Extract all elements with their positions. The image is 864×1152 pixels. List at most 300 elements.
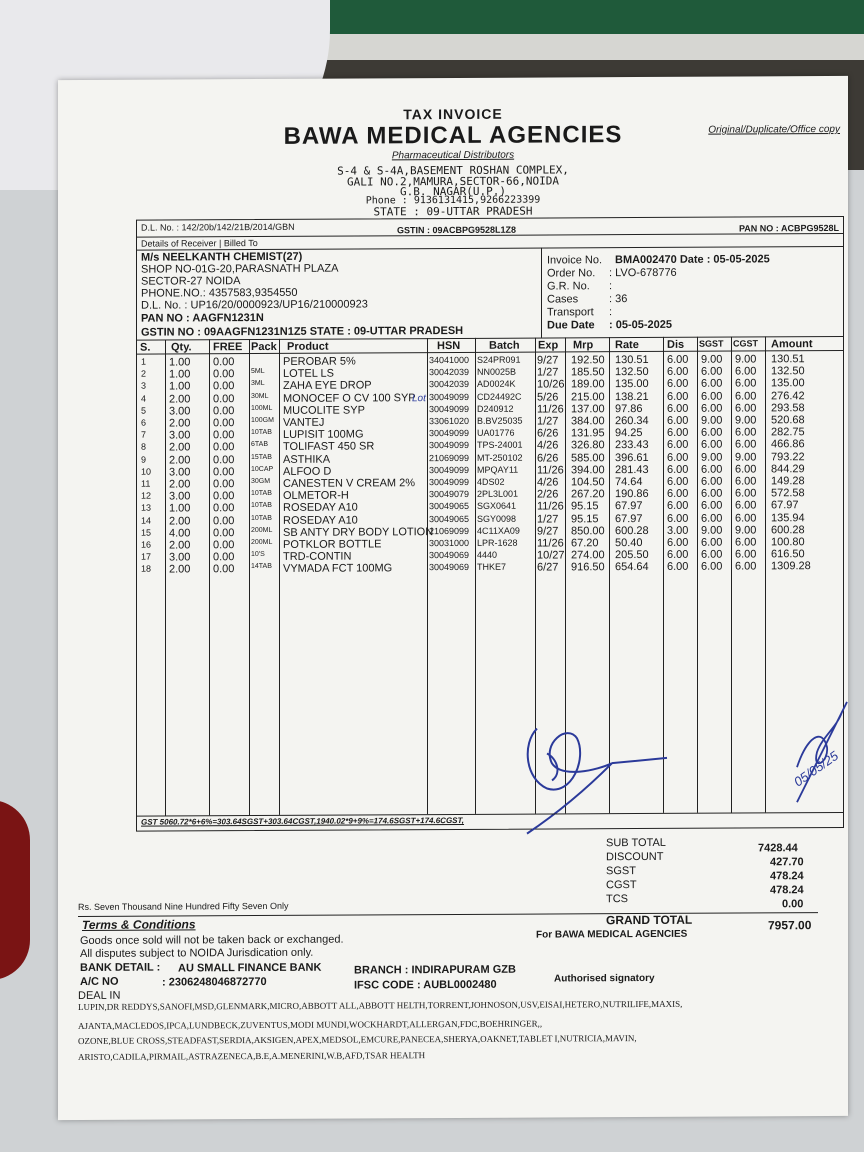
- dis-cell: 6.00: [667, 512, 689, 525]
- invoice-frame: [136, 216, 844, 832]
- batch-cell: D240912: [477, 403, 514, 414]
- amount-cell: 520.68: [771, 414, 805, 427]
- exp-cell: 5/26: [537, 391, 559, 404]
- row-number: 15: [141, 527, 152, 538]
- tcs-value: 0.00: [782, 898, 804, 911]
- row-number: 6: [141, 417, 147, 428]
- dis-cell: 6.00: [667, 439, 689, 452]
- batch-cell: 4C11XA09: [477, 525, 520, 536]
- receiver-gstin: GSTIN NO : 09AAGFN1231N1Z5 STATE : 09-UTTAR PRADESH: [141, 324, 464, 339]
- dis-cell: 6.00: [667, 487, 689, 501]
- seller-pan: PAN NO : ACBPG9528L: [738, 222, 839, 234]
- receiver-name: M/s NEELKANTH CHEMIST(27): [141, 250, 303, 264]
- qty-cell: 2.00: [169, 453, 191, 467]
- receiver-pan: PAN NO : AAGFN1231N: [141, 311, 264, 325]
- batch-cell: SGY0098: [477, 513, 517, 524]
- qty-cell: 3.00: [169, 490, 191, 503]
- rate-cell: 260.34: [615, 414, 649, 428]
- product-cell: SB ANTY DRY BODY LOTION: [283, 525, 434, 539]
- qty-cell: 3.00: [169, 466, 191, 479]
- qty-cell: 2.00: [169, 539, 191, 552]
- free-cell: 0.00: [213, 478, 235, 491]
- company-phone: Phone : 9136131415,9266223399: [365, 194, 541, 207]
- qty-cell: 1.00: [169, 380, 191, 393]
- rate-cell: 600.28: [615, 524, 649, 537]
- background-green-strip: [310, 0, 864, 34]
- pack-cell: 15TAB: [251, 453, 272, 461]
- cases-label: Cases: [547, 293, 579, 306]
- header-mrp: Mrp: [573, 339, 594, 352]
- deal-in-line-1: LUPIN,DR REDDYS,SANOFI,MSD,GLENMARK,MICRO,ABBOTT ALL,ABBOTT HELTH,TORRENT,JOHNOSON,USV,EISAI,HETERO,NUTRILIFE,MAXIS,: [78, 998, 683, 1012]
- dis-cell: 6.00: [667, 414, 689, 427]
- mrp-cell: 850.00: [571, 525, 605, 538]
- header-exp: Exp: [538, 339, 559, 352]
- sgst-cell: 6.00: [701, 536, 723, 549]
- free-cell: 0.00: [213, 417, 235, 430]
- product-cell: LOTEL LS: [283, 367, 334, 381]
- qty-cell: 2.00: [169, 417, 191, 430]
- amount-cell: 100.80: [771, 536, 805, 549]
- product-cell: ASTHIKA: [283, 453, 331, 466]
- rate-cell: 654.64: [615, 561, 649, 574]
- cgst-cell: 6.00: [735, 560, 757, 573]
- batch-cell: 2PL3L001: [477, 488, 519, 500]
- amount-cell: 282.75: [771, 426, 805, 439]
- cgst-value: 478.24: [770, 884, 804, 897]
- amount-cell: 616.50: [771, 548, 805, 561]
- row-number: 3: [141, 380, 147, 392]
- pack-cell: 10CAP: [251, 465, 274, 473]
- exp-cell: 1/27: [537, 415, 559, 428]
- amount-cell: 466.86: [771, 438, 805, 451]
- mrp-cell: 326.80: [571, 439, 605, 452]
- qty-cell: 1.00: [169, 502, 191, 515]
- batch-cell: AD0024K: [477, 379, 516, 390]
- sgst-cell: 9.00: [701, 451, 723, 464]
- exp-cell: 11/26: [537, 500, 564, 513]
- pack-cell: 100ML: [251, 404, 273, 412]
- for-company-label: For BAWA MEDICAL AGENCIES: [536, 928, 688, 941]
- pack-cell: 30ML: [251, 392, 269, 400]
- free-cell: 0.00: [213, 465, 235, 479]
- amount-cell: 793.22: [771, 450, 805, 463]
- free-cell: 0.00: [213, 356, 235, 369]
- cgst-cell: 6.00: [735, 487, 757, 500]
- receiver-phone: PHONE.NO.: 4357583,9354550: [141, 286, 298, 300]
- pack-cell: 200ML: [251, 526, 273, 534]
- mrp-cell: 585.00: [571, 451, 605, 464]
- row-number: 2: [141, 368, 147, 379]
- header-free: FREE: [213, 341, 243, 354]
- hsn-cell: 30049099: [429, 476, 470, 488]
- amount-in-words: Rs. Seven Thousand Nine Hundred Fifty Seven Only: [78, 900, 289, 912]
- terms-line-2: All disputes subject to NOIDA Jurisdication only.: [80, 946, 314, 960]
- dl-number: D.L. No. : 142/20b/142/21B/2014/GBN: [141, 221, 295, 233]
- product-cell: ZAHA EYE DROP: [283, 379, 372, 393]
- amount-cell: 135.00: [771, 377, 805, 390]
- amount-cell: 130.51: [771, 353, 805, 366]
- authorised-signatory: Authorised signatory: [554, 972, 655, 985]
- company-address-1: S-4 & S-4A,BASEMENT ROSHAN COMPLEX,: [337, 163, 569, 178]
- hsn-cell: 30042039: [429, 367, 470, 378]
- sgst-cell: 6.00: [701, 426, 723, 439]
- product-cell: PEROBAR 5%: [283, 355, 356, 368]
- exp-cell: 2/26: [537, 488, 559, 501]
- discount-label: DISCOUNT: [606, 850, 664, 864]
- exp-cell: 1/27: [537, 366, 559, 379]
- company-address-3: G.B. NAGAR(U.P.): [400, 184, 506, 199]
- bank-branch: BRANCH : INDIRAPURAM GZB: [354, 963, 516, 977]
- row-number: 5: [141, 405, 147, 416]
- hsn-cell: 30031000: [429, 537, 470, 549]
- cgst-cell: 9.00: [735, 414, 757, 427]
- exp-cell: 4/26: [537, 439, 559, 452]
- qty-cell: 3.00: [169, 551, 191, 564]
- batch-cell: 4440: [477, 549, 498, 561]
- free-cell: 0.00: [213, 404, 235, 418]
- free-cell: 0.00: [213, 392, 235, 405]
- product-cell: VYMADA FCT 100MG: [283, 562, 393, 576]
- amount-cell: 132.50: [771, 365, 805, 378]
- hsn-cell: 21069099: [429, 452, 470, 463]
- sgst-cell: 9.00: [701, 524, 723, 537]
- hsn-cell: 30049099: [429, 464, 470, 475]
- hsn-cell: 30049079: [429, 489, 470, 500]
- batch-cell: MPQAY11: [477, 464, 519, 475]
- mrp-cell: 185.50: [571, 366, 605, 379]
- receiver-address-1: SHOP NO-01G-20,PARASNATH PLAZA: [141, 262, 339, 276]
- cgst-cell: 6.00: [735, 438, 757, 451]
- dis-cell: 6.00: [667, 402, 689, 415]
- amount-cell: 844.29: [771, 462, 805, 476]
- row-number: 11: [141, 478, 151, 489]
- free-cell: 0.00: [213, 429, 235, 442]
- amount-cell: 276.42: [771, 389, 805, 402]
- mrp-cell: 394.00: [571, 464, 605, 477]
- sgst-cell: 6.00: [701, 402, 723, 415]
- table-header: [137, 338, 843, 355]
- header-cgst: CGST: [733, 338, 759, 349]
- exp-cell: 11/26: [537, 464, 564, 477]
- dis-cell: 6.00: [667, 451, 689, 464]
- header-s: S.: [140, 341, 151, 354]
- subtotal-value: 7428.44: [758, 842, 798, 855]
- product-cell: TRD-CONTIN: [283, 550, 352, 564]
- sgst-cell: 6.00: [701, 512, 723, 525]
- cgst-label: CGST: [606, 879, 637, 892]
- sgst-cell: 6.00: [701, 438, 723, 452]
- hsn-cell: 30049099: [429, 428, 470, 439]
- product-cell: TOLIFAST 450 SR: [283, 440, 375, 454]
- header-pack: Pack: [251, 340, 277, 354]
- batch-cell: B.BV25035: [477, 415, 523, 426]
- cgst-cell: 6.00: [735, 377, 757, 390]
- qty-cell: 3.00: [169, 405, 191, 418]
- pack-cell: 30GM: [251, 477, 271, 486]
- batch-cell: TPS-24001: [477, 440, 523, 451]
- cgst-cell: 6.00: [735, 536, 757, 549]
- header-rate: Rate: [615, 339, 639, 352]
- amount-cell: 1309.28: [771, 560, 811, 573]
- row-number: 16: [141, 539, 152, 550]
- receiver-label: Details of Receiver | Billed To: [141, 238, 258, 249]
- ifsc-code: IFSC CODE : AUBL0002480: [354, 978, 497, 992]
- rate-cell: 135.00: [615, 378, 649, 391]
- exp-cell: 6/26: [537, 452, 559, 465]
- table-row: [137, 560, 843, 577]
- pack-cell: 10'S: [251, 551, 265, 559]
- hsn-cell: 30049099: [429, 403, 470, 414]
- gr-no-value: :: [609, 280, 613, 293]
- mrp-cell: 274.00: [571, 549, 605, 562]
- sgst-cell: 9.00: [701, 414, 723, 427]
- cgst-cell: 6.00: [735, 390, 757, 403]
- cgst-cell: 9.00: [735, 524, 757, 537]
- pack-cell: 14TAB: [251, 563, 272, 571]
- product-cell: CANESTEN V CREAM 2%: [283, 477, 416, 490]
- qty-cell: 2.00: [169, 392, 191, 406]
- sgst-cell: 6.00: [701, 377, 723, 391]
- subtotal-label: SUB TOTAL: [606, 836, 666, 850]
- rate-cell: 205.50: [615, 549, 649, 562]
- discount-value: 427.70: [770, 856, 804, 869]
- exp-cell: 4/26: [537, 476, 559, 489]
- gst-breakup: GST 5060.72*6+6%=303.64SGST+303.64CGST,1940.02*9+9%=174.6SGST+174.6CGST,: [141, 815, 465, 827]
- product-cell: MONOCEF O CV 100 SYP: [283, 391, 416, 405]
- free-cell: 0.00: [213, 514, 235, 527]
- ac-no-label: A/C NO: [80, 975, 119, 988]
- grand-total-value: 7957.00: [768, 918, 812, 933]
- receiver-address-2: SECTOR-27 NOIDA: [141, 275, 241, 288]
- terms-line-1: Goods once sold will not be taken back or exchanged.: [80, 933, 344, 947]
- dis-cell: 6.00: [667, 426, 689, 440]
- exp-cell: 10/27: [537, 549, 565, 562]
- receiver-dl: D.L. No. : UP16/20/0000923/UP16/210000923: [141, 298, 368, 312]
- hsn-cell: 30049069: [429, 550, 470, 561]
- free-cell: 0.00: [213, 502, 235, 515]
- mrp-cell: 215.00: [571, 390, 605, 403]
- sgst-cell: 6.00: [701, 390, 723, 403]
- sgst-value: 478.24: [770, 870, 804, 883]
- deal-in-line-2: AJANTA,MACLEDOS,IPCA,LUNDBECK,ZUVENTUS,MODI MUNDI,WOCKHARDT,ALLERGAN,FDC,BOEHRINGER,,: [78, 1018, 543, 1031]
- product-cell: MUCOLITE SYP: [283, 404, 365, 417]
- due-date-value: : 05-05-2025: [609, 318, 672, 332]
- sgst-cell: 6.00: [701, 499, 723, 513]
- hsn-cell: 30049069: [429, 562, 470, 573]
- pack-cell: 5ML: [251, 368, 265, 376]
- dis-cell: 6.00: [667, 536, 689, 549]
- company-subtitle: Pharmaceutical Distributors: [391, 149, 515, 162]
- exp-cell: 1/27: [537, 513, 559, 526]
- row-number: 9: [141, 454, 147, 465]
- sgst-cell: 6.00: [701, 475, 723, 488]
- header-product: Product: [287, 340, 329, 353]
- row-number: 17: [141, 551, 152, 562]
- grand-total-label: GRAND TOTAL: [606, 912, 693, 928]
- qty-cell: 4.00: [169, 527, 191, 540]
- qty-cell: 2.00: [169, 514, 191, 528]
- dis-cell: 6.00: [667, 475, 689, 488]
- batch-cell: NN0025B: [477, 366, 517, 378]
- qty-cell: 2.00: [169, 478, 191, 491]
- rate-cell: 132.50: [615, 366, 649, 379]
- dis-cell: 6.00: [667, 365, 689, 379]
- free-cell: 0.00: [213, 526, 235, 540]
- row-number: 13: [141, 502, 152, 514]
- qty-cell: 1.00: [169, 356, 191, 369]
- batch-cell: CD24492C: [477, 391, 522, 402]
- initials-scribble: [787, 697, 857, 807]
- header-batch: Batch: [489, 339, 520, 352]
- signature-scribble: [517, 718, 677, 849]
- exp-cell: 9/27: [537, 525, 559, 538]
- product-cell: LUPISIT 100MG: [283, 428, 364, 442]
- product-cell: VANTEJ: [283, 416, 325, 429]
- hsn-cell: 30049065: [429, 513, 470, 524]
- cgst-cell: 6.00: [735, 499, 757, 512]
- free-cell: 0.00: [213, 380, 235, 393]
- rate-cell: 281.43: [615, 463, 649, 476]
- qty-cell: 1.00: [169, 368, 191, 381]
- mrp-cell: 67.20: [571, 537, 599, 550]
- dis-cell: 6.00: [667, 378, 689, 391]
- pack-cell: 10TAB: [251, 429, 272, 437]
- bank-detail-value: AU SMALL FINANCE BANK: [178, 961, 322, 975]
- due-date-label: Due Date: [547, 319, 595, 332]
- cgst-cell: 6.00: [735, 475, 757, 488]
- rate-cell: 396.61: [615, 451, 649, 464]
- sgst-cell: 6.00: [701, 463, 723, 476]
- deal-in-label: DEAL IN: [78, 989, 121, 1002]
- row-number: 8: [141, 441, 147, 453]
- row-number: 18: [141, 563, 152, 575]
- dis-cell: 6.00: [667, 548, 689, 562]
- rate-cell: 130.51: [615, 353, 649, 367]
- pack-cell: 100GM: [251, 416, 274, 425]
- dis-cell: 6.00: [667, 390, 689, 403]
- amount-cell: 600.28: [771, 523, 805, 537]
- sgst-cell: 6.00: [701, 560, 723, 574]
- order-no-value: : LVO-678776: [609, 266, 677, 280]
- hsn-cell: 30042039: [429, 379, 470, 390]
- row-number: 7: [141, 429, 147, 440]
- pack-cell: 10TAB: [251, 502, 272, 510]
- rate-cell: 67.97: [615, 512, 643, 525]
- rate-cell: 97.86: [615, 402, 643, 415]
- mrp-cell: 95.15: [571, 512, 599, 525]
- pack-cell: 10TAB: [251, 490, 272, 498]
- mrp-cell: 267.20: [571, 488, 605, 501]
- handwritten-date: 05/05/25: [791, 747, 842, 790]
- sgst-cell: 9.00: [701, 353, 723, 366]
- cgst-cell: 6.00: [735, 512, 757, 525]
- cgst-cell: 6.00: [735, 365, 757, 378]
- amount-cell: 293.58: [771, 401, 805, 415]
- copy-label: Original/Duplicate/Office copy: [708, 123, 840, 136]
- batch-cell: LPR-1628: [477, 537, 518, 548]
- row-number: 4: [141, 393, 147, 404]
- batch-cell: THKE7: [477, 562, 507, 573]
- mrp-cell: 384.00: [571, 415, 605, 428]
- hsn-cell: 34041000: [429, 354, 470, 366]
- tcs-label: TCS: [606, 893, 628, 906]
- pack-cell: 10TAB: [251, 514, 272, 522]
- hsn-cell: 33061020: [429, 415, 470, 427]
- free-cell: 0.00: [213, 453, 235, 466]
- exp-cell: 11/26: [537, 537, 564, 550]
- exp-cell: 11/26: [537, 403, 564, 416]
- exp-cell: 10/26: [537, 378, 565, 391]
- mrp-cell: 192.50: [571, 354, 605, 367]
- free-cell: 0.00: [213, 441, 235, 454]
- free-cell: 0.00: [213, 539, 235, 552]
- company-name: BAWA MEDICAL AGENCIES: [283, 121, 623, 150]
- rate-cell: 233.43: [615, 439, 649, 452]
- exp-cell: 6/27: [537, 561, 559, 574]
- dis-cell: 6.00: [667, 353, 689, 366]
- transport-value: :: [609, 306, 613, 319]
- batch-cell: MT-250102: [477, 452, 523, 463]
- mrp-cell: 95.15: [571, 500, 599, 513]
- deal-in-line-3: OZONE,BLUE CROSS,STEADFAST,SERDIA,AKSIGEN,APEX,MEDSOL,EMCURE,PANECEA,SHERYA,OAKNET,TABLET I,NUTRICIA,MAVIN,: [78, 1033, 637, 1046]
- rate-cell: 138.21: [615, 390, 649, 403]
- seller-gstin: GSTIN : 09ACBPG9528L1Z8: [397, 224, 517, 236]
- handwritten-lot-note: Lot: [412, 393, 426, 405]
- cgst-cell: 9.00: [735, 451, 757, 464]
- mrp-cell: 189.00: [571, 378, 605, 391]
- qty-cell: 2.00: [169, 563, 191, 576]
- exp-cell: 9/27: [537, 354, 559, 367]
- invoice-no-label: Invoice No.: [547, 254, 603, 267]
- hsn-cell: 30049065: [429, 501, 470, 512]
- product-cell: POTKLOR BOTTLE: [283, 538, 382, 551]
- invoice-no-value: BMA002470 Date : 05-05-2025: [615, 253, 770, 267]
- batch-cell: 4DS02: [477, 476, 505, 487]
- hsn-cell: 21069099: [429, 525, 470, 536]
- invoice-paper: [58, 76, 848, 1120]
- pack-cell: 3ML: [251, 380, 265, 388]
- header-qty: Qty.: [171, 341, 192, 354]
- qty-cell: 3.00: [169, 429, 191, 442]
- rate-cell: 50.40: [615, 537, 643, 550]
- sgst-label: SGST: [606, 865, 636, 878]
- rate-cell: 67.97: [615, 500, 643, 513]
- mrp-cell: 131.95: [571, 427, 605, 440]
- qty-cell: 2.00: [169, 441, 191, 454]
- pack-cell: 6TAB: [251, 441, 268, 449]
- row-number: 12: [141, 490, 152, 501]
- cgst-cell: 6.00: [735, 402, 757, 415]
- mrp-cell: 137.00: [571, 403, 605, 416]
- sgst-cell: 6.00: [701, 548, 723, 561]
- company-address-2: GALI NO.2,MAMURA,SECTOR-66,NOIDA: [347, 174, 559, 189]
- row-number: 1: [141, 356, 147, 367]
- free-cell: 0.00: [213, 563, 235, 576]
- product-cell: ROSEDAY A10: [283, 514, 358, 527]
- batch-cell: SGX0641: [477, 501, 517, 512]
- cgst-cell: 6.00: [735, 548, 757, 561]
- mrp-cell: 104.50: [571, 476, 605, 489]
- row-number: 10: [141, 466, 152, 477]
- product-cell: OLMETOR-H: [283, 489, 349, 503]
- batch-cell: UA01776: [477, 427, 515, 439]
- order-no-label: Order No.: [547, 267, 596, 280]
- invoice-title: TAX INVOICE: [403, 105, 503, 123]
- company-state: STATE : 09-UTTAR PRADESH: [373, 204, 533, 219]
- amount-cell: 572.58: [771, 487, 805, 500]
- ac-no-value: : 2306248046872770: [162, 975, 267, 989]
- header-dis: Dis: [667, 338, 685, 351]
